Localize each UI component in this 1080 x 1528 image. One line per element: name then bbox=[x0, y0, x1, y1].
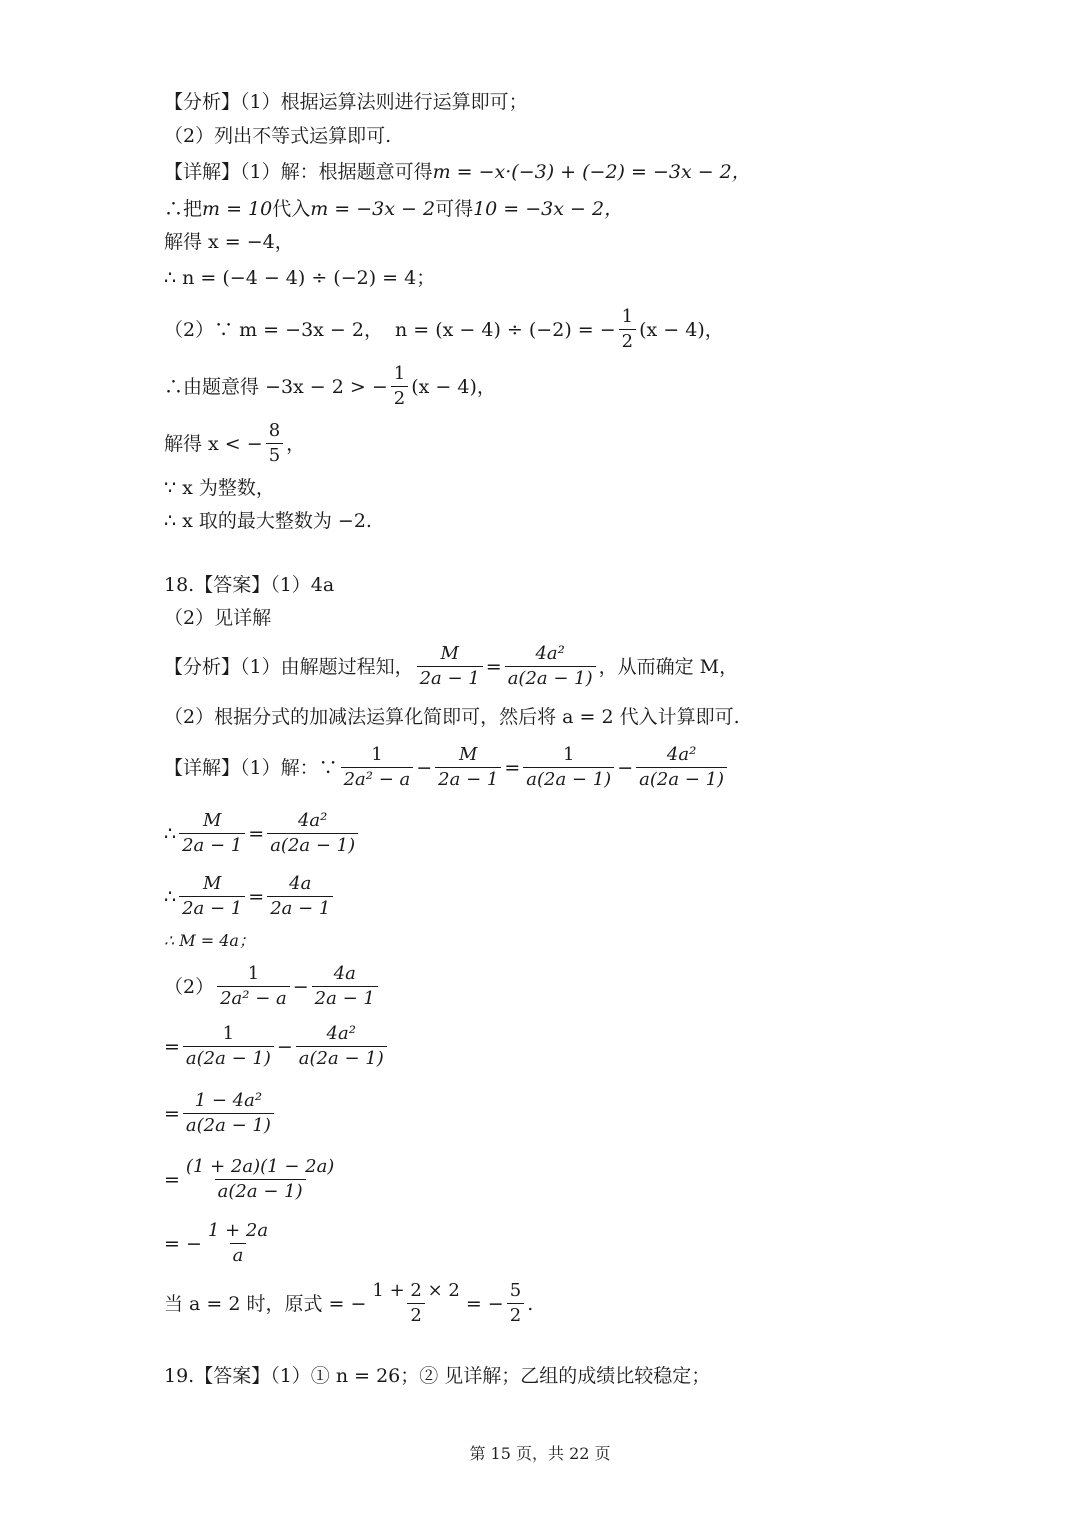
q18-analysis-1: 【分析】（1）由解题过程知， $\frac{M}{2a - 1}$ = $\frac{\text{4a²}}{a(2a - 1)}$ ，从而确定 M， bbox=[164, 643, 739, 689]
fraction: $\frac{1}{\text{2a² − a}}$ bbox=[341, 744, 414, 791]
fraction: $\frac{1}{2}$ bbox=[619, 306, 636, 353]
q17-step-2: ∴把 m = 10 代入 m = −3x − 2 可得 10 = −3x − 2， bbox=[164, 198, 624, 220]
q18-result-1: = $\frac{1}{a(2a - 1)}$ − $\frac{\text{4a²}}{a(2a - 1)}$ bbox=[164, 1023, 390, 1070]
q18-answer-1: 18.【答案】（1）4a bbox=[164, 574, 335, 596]
q18-result-2: = $\frac{\text{1 − 4a²}}{a(2a - 1)}$ bbox=[164, 1090, 277, 1137]
fraction: $\frac{\text{4a²}}{a(2a - 1)}$ bbox=[267, 810, 358, 857]
q18-step-1: ∴ $\frac{M}{2a - 1}$ = $\frac{\text{4a²}}{a(2a - 1)}$ bbox=[164, 810, 361, 857]
q17-part2: （2）∵ m = −3x − 2， n = (x − 4) ÷ (−2) = − $\frac{1}{2}$ (x − 4)， bbox=[164, 306, 724, 352]
fraction: $\frac{8}{5}$ bbox=[266, 420, 283, 467]
fraction: $\frac{(1 + 2a)(1 - 2a)}{a(2a - 1)}$ bbox=[185, 1156, 335, 1202]
q19-answer: 19.【答案】（1）① n = 26；② 见详解；乙组的成绩比较稳定； bbox=[164, 1365, 711, 1387]
fraction: $\frac{4a}{2a - 1}$ bbox=[267, 873, 333, 920]
q18-answer-2: （2）见详解 bbox=[164, 607, 272, 629]
q17-analysis-1: 【分析】（1）根据运算法则进行运算即可； bbox=[164, 91, 528, 113]
q17-analysis-2: （2）列出不等式运算即可. bbox=[164, 125, 392, 147]
fraction: $\frac{M}{2a - 1}$ bbox=[179, 810, 245, 857]
q18-step-3: ∴ M = 4a； bbox=[164, 931, 255, 950]
q18-result-3: = $\frac{(1 + 2a)(1 - 2a)}{a(2a - 1)}$ bbox=[164, 1156, 340, 1203]
q17-max: ∴ x 取的最大整数为 −2. bbox=[164, 510, 372, 532]
q17-solution: 解得 x < − $\frac{8}{5}$ ， bbox=[164, 420, 306, 466]
q18-analysis-2: （2）根据分式的加减法运算化简即可，然后将 a = 2 代入计算即可. bbox=[164, 706, 740, 728]
fraction: $\frac{1}{a(2a - 1)}$ bbox=[523, 744, 614, 791]
fraction: $\frac{M}{2a - 1}$ bbox=[417, 643, 483, 690]
q17-inequality: ∴由题意得 −3x − 2 > − $\frac{1}{2}$ (x − 4)， bbox=[164, 363, 496, 409]
q17-step-4: ∴ n = (−4 − 4) ÷ (−2) = 4； bbox=[164, 267, 436, 289]
fraction: $\frac{\text{4a²}}{a(2a - 1)}$ bbox=[505, 643, 596, 690]
fraction: $\frac{4a}{2a - 1}$ bbox=[312, 963, 378, 1010]
q17-detail-1: 【详解】（1）解：根据题意可得 m = −x·(−3) + (−2) = −3x − 2， bbox=[164, 161, 751, 183]
q18-step-2: ∴ $\frac{M}{2a - 1}$ = $\frac{4a}{2a - 1}$ bbox=[164, 873, 336, 920]
q17-step-3: 解得 x = −4， bbox=[164, 231, 294, 253]
fraction: $\frac{1 + 2 \times 2}{2}$ bbox=[372, 1280, 460, 1326]
q18-result-4: = − $\frac{1 + 2a}{a}$ bbox=[164, 1220, 274, 1267]
q18-part2: （2） $\frac{1}{\text{2a² − a}}$ − $\frac{4a}{2a - 1}$ bbox=[164, 963, 381, 1010]
fraction: $\frac{\text{4a²}}{a(2a - 1)}$ bbox=[296, 1023, 387, 1070]
fraction: $\frac{\text{4a²}}{a(2a - 1)}$ bbox=[636, 744, 727, 791]
page-footer: 第 15 页，共 22 页 bbox=[469, 1444, 611, 1463]
fraction: $\frac{1}{\text{2a² − a}}$ bbox=[217, 963, 290, 1010]
fraction: $\frac{1 + 2a}{a}$ bbox=[207, 1220, 269, 1266]
fraction: $\frac{1}{a(2a - 1)}$ bbox=[183, 1023, 274, 1070]
q17-integer: ∵ x 为整数， bbox=[164, 477, 275, 499]
fraction: $\frac{5}{2}$ bbox=[507, 1280, 524, 1327]
fraction: $\frac{\text{1 − 4a²}}{a(2a - 1)}$ bbox=[183, 1090, 274, 1137]
q18-detail-1: 【详解】（1）解：∵ $\frac{1}{\text{2a² − a}}$ − $\frac{M}{2a - 1}$ = $\frac{1}{a(2a - 1)}$ − $\frac{\text{4a²}}{a(2a - 1)}$ bbox=[164, 744, 730, 791]
fraction: $\frac{M}{2a - 1}$ bbox=[179, 873, 245, 920]
q18-final: 当 a = 2 时，原式 = − $\frac{1 + 2 \times 2}{2}$ = − $\frac{5}{2}$ . bbox=[164, 1280, 534, 1326]
fraction: $\frac{M}{2a - 1}$ bbox=[435, 744, 501, 791]
fraction: $\frac{1}{2}$ bbox=[391, 363, 408, 410]
